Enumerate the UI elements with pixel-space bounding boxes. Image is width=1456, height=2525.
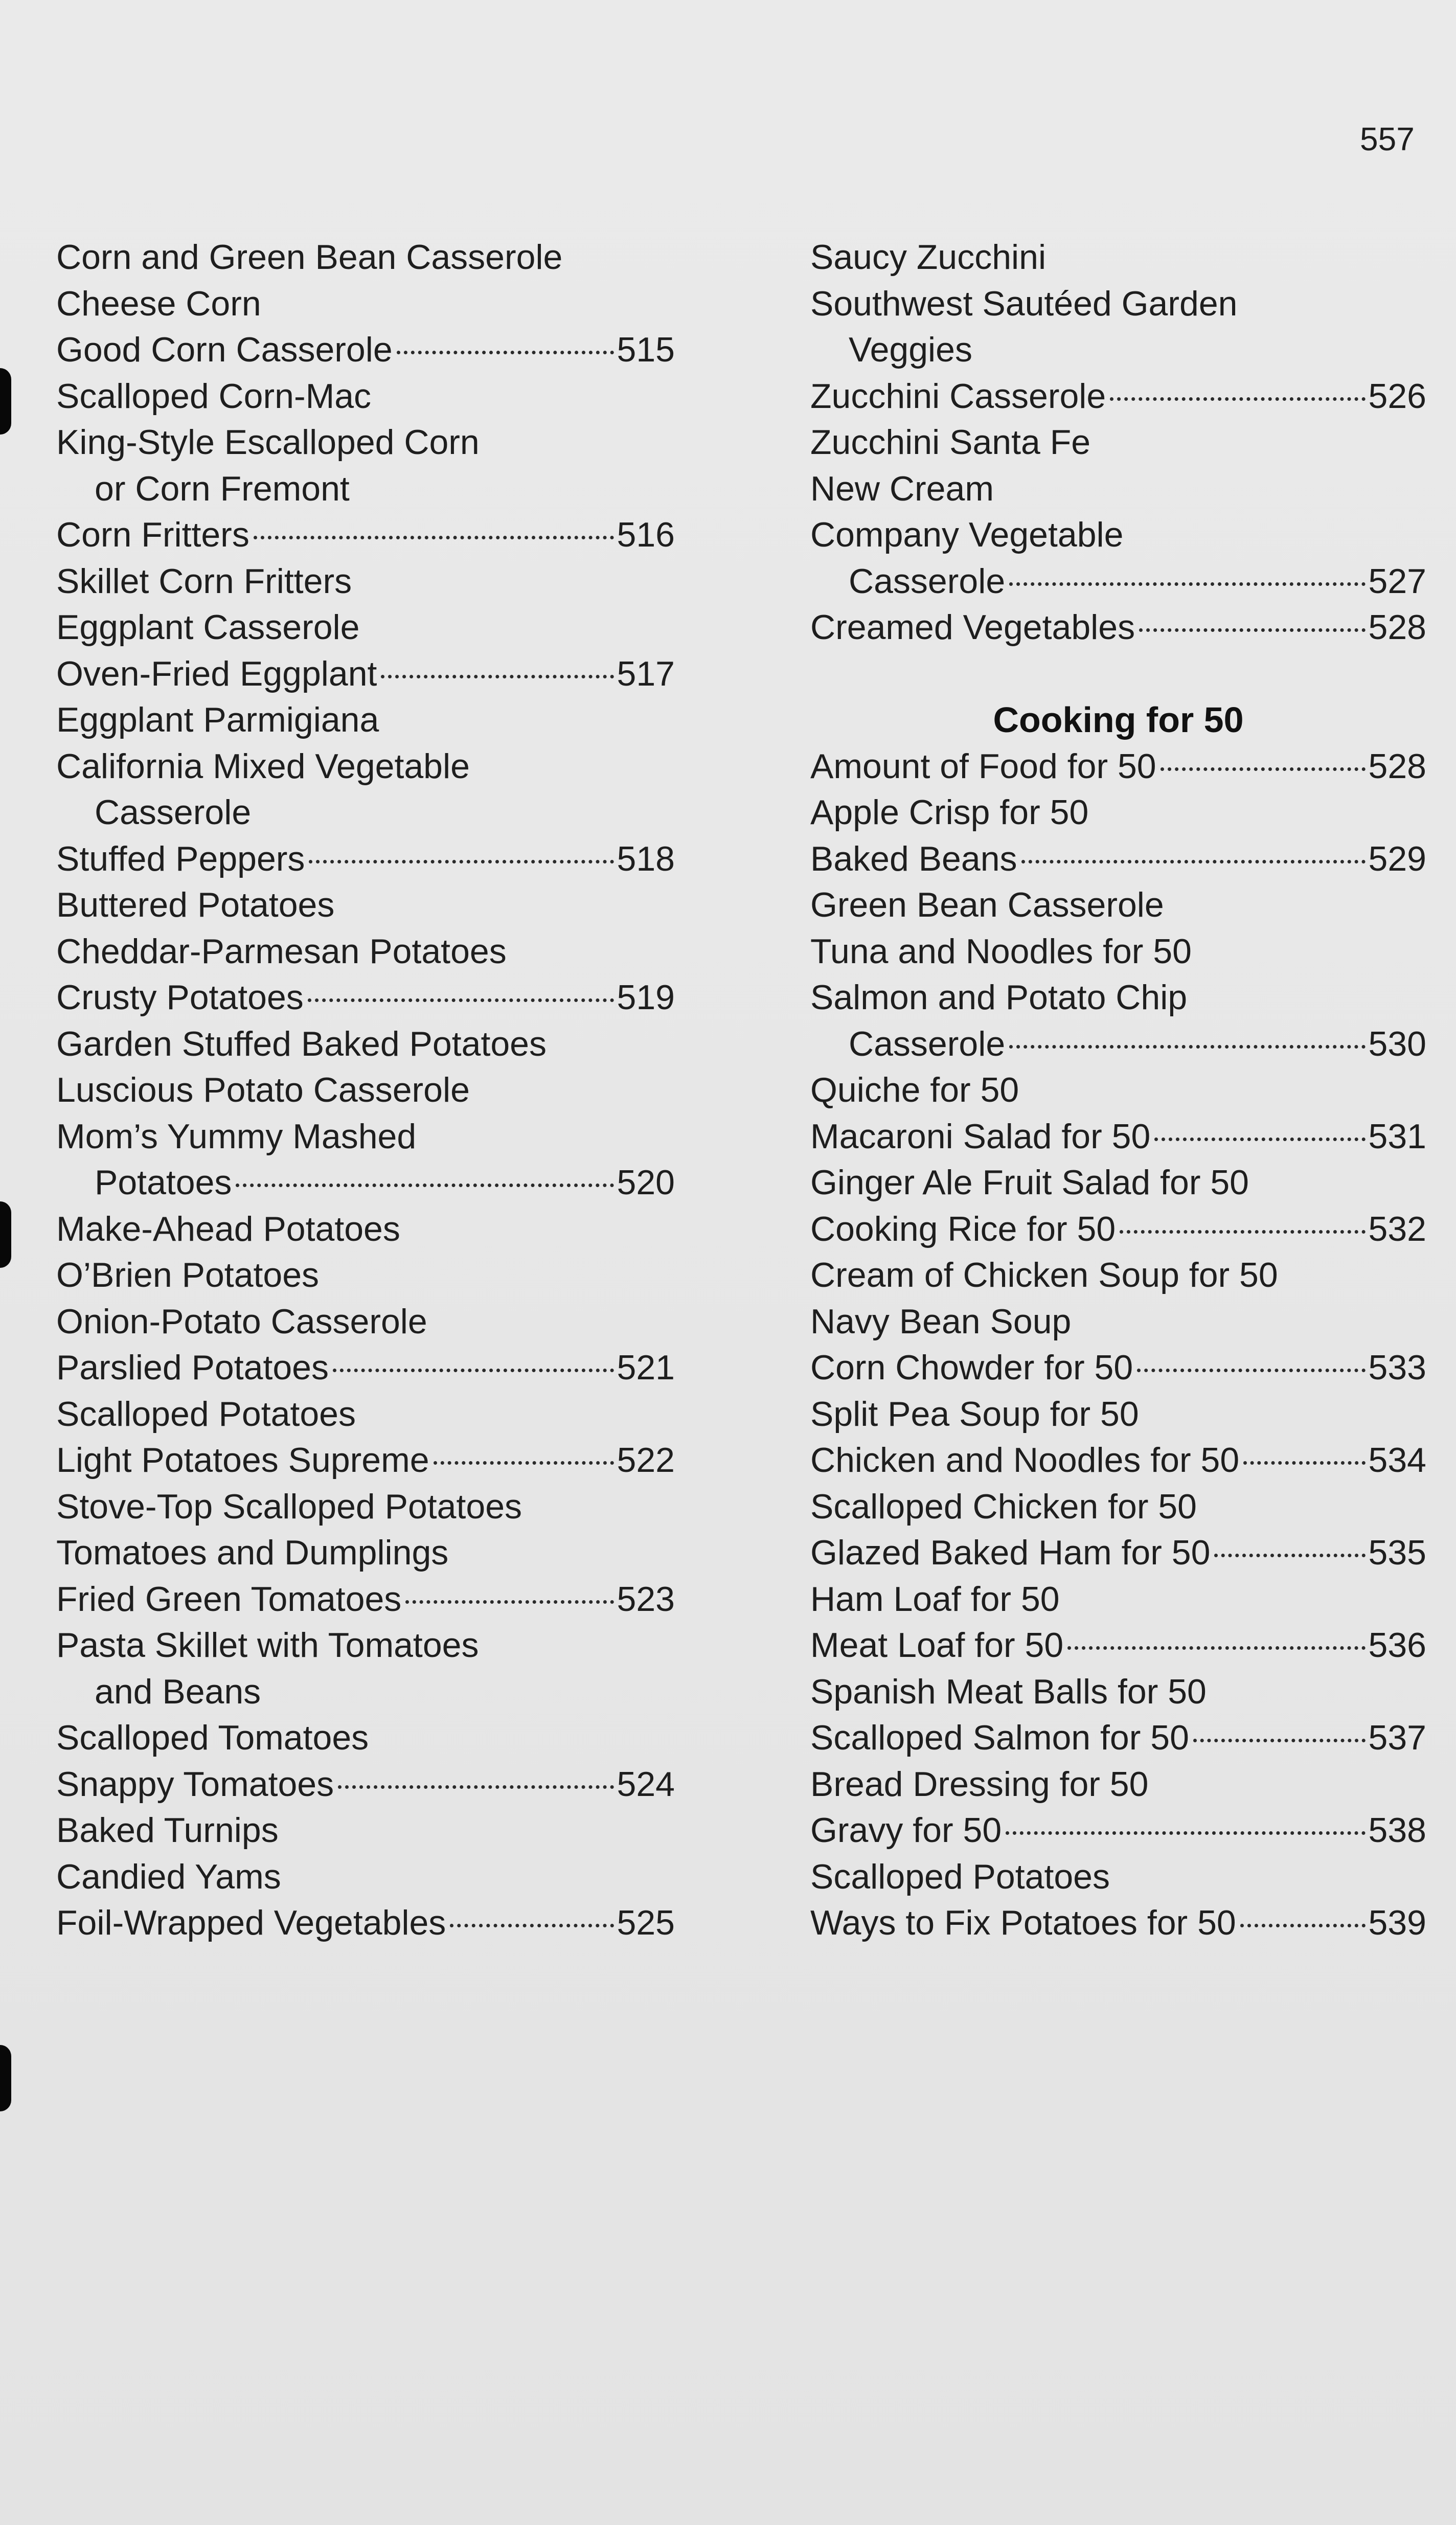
index-entry: [810, 512, 1426, 558]
dot-leader: [434, 1461, 614, 1465]
index-entry: [56, 1530, 675, 1576]
entry-title: Gravy for 50: [810, 1811, 1002, 1850]
dot-leader: [397, 351, 614, 354]
dot-leader: [1009, 582, 1365, 586]
entry-title: and Beans: [95, 1672, 261, 1711]
entry-title: Snappy Tomatoes: [56, 1764, 334, 1804]
dot-leader: [1067, 1646, 1365, 1650]
entry-title: California Mixed Vegetable: [56, 746, 470, 786]
index-entry: [56, 558, 675, 605]
entry-page-number: 534: [1368, 1441, 1426, 1480]
entry-title: Crusty Potatoes: [56, 978, 304, 1017]
index-entry: [56, 651, 675, 697]
entry-title: Corn and Green Bean Casserole: [56, 238, 563, 277]
entry-title: Cream of Chicken Soup for 50: [810, 1256, 1278, 1294]
entry-title: Scalloped Corn-Mac: [56, 376, 372, 416]
index-entry: [56, 234, 675, 281]
entry-title: Navy Bean Soup: [810, 1302, 1072, 1341]
entry-title: Meat Loaf for 50: [810, 1626, 1064, 1665]
entry-title: Creamed Vegetables: [810, 608, 1135, 647]
dot-leader: [1240, 1924, 1366, 1927]
index-entry: [56, 512, 675, 558]
entry-title: Split Pea Soup for 50: [810, 1394, 1139, 1434]
entry-page-number: 531: [1368, 1117, 1426, 1156]
index-entry: [810, 1159, 1426, 1206]
entry-title: Tomatoes and Dumplings: [56, 1533, 449, 1572]
entry-title: Bread Dressing for 50: [810, 1764, 1149, 1804]
punch-hole: [0, 368, 11, 435]
index-entry: [810, 1345, 1426, 1391]
entry-page-number: 515: [617, 330, 675, 369]
index-entry: [810, 789, 1426, 836]
index-entry: [810, 1761, 1426, 1808]
index-entry: [810, 882, 1426, 928]
index-entry: [810, 327, 1426, 373]
dot-leader: [236, 1184, 613, 1187]
entry-page-number: 519: [617, 978, 675, 1017]
dot-leader: [338, 1785, 613, 1789]
index-entry: [810, 1715, 1426, 1761]
index-entry: [56, 466, 675, 512]
index-entry: [810, 1021, 1426, 1067]
dot-leader: [1021, 860, 1366, 863]
index-entry: [56, 1252, 675, 1299]
entry-title: Luscious Potato Casserole: [56, 1071, 470, 1109]
index-entry: [810, 974, 1426, 1021]
entry-title: O’Brien Potatoes: [56, 1256, 320, 1294]
dot-leader: [1193, 1739, 1366, 1742]
dot-leader: [1139, 628, 1365, 632]
index-entry: [56, 928, 675, 975]
index-entry: [810, 1484, 1426, 1530]
index-entry: [56, 1669, 675, 1715]
index-entry: [810, 1206, 1426, 1253]
index-entry: [810, 1299, 1426, 1345]
entry-title: Candied Yams: [56, 1857, 281, 1896]
entry-title: Zucchini Casserole: [810, 376, 1106, 416]
dot-leader: [1137, 1369, 1365, 1372]
entry-title: Casserole: [849, 561, 1006, 601]
entry-page-number: 535: [1368, 1533, 1426, 1572]
index-entry: [56, 743, 675, 790]
entry-title: Mom’s Yummy Mashed: [56, 1117, 417, 1156]
index-entry: [810, 836, 1426, 882]
index-entry: [56, 373, 675, 420]
entry-page-number: 518: [617, 839, 675, 878]
page-number: 557: [1360, 121, 1415, 157]
entry-title: Cheddar-Parmesan Potatoes: [56, 931, 507, 971]
index-entry: [810, 1252, 1426, 1299]
dot-leader: [381, 675, 613, 678]
index-entry: [56, 1437, 675, 1484]
index-column-left: [56, 234, 675, 1946]
entry-title: Southwest Sautéed Garden: [810, 284, 1238, 323]
entry-page-number: 517: [617, 654, 675, 693]
entry-title: Cooking Rice for 50: [810, 1209, 1116, 1248]
index-entry: [56, 697, 675, 743]
entry-page-number: 526: [1368, 376, 1426, 416]
index-entry: [56, 1391, 675, 1438]
index-entry: [56, 1345, 675, 1391]
entry-title: Corn Chowder for 50: [810, 1348, 1133, 1387]
index-column-right: [810, 234, 1426, 1946]
entry-title: Make-Ahead Potatoes: [56, 1209, 400, 1248]
index-entry: [56, 836, 675, 882]
index-entry: [56, 1206, 675, 1253]
entry-page-number: 533: [1368, 1348, 1426, 1387]
entry-page-number: 539: [1368, 1903, 1426, 1942]
entry-title: Macaroni Salad for 50: [810, 1117, 1151, 1156]
entry-title: Baked Beans: [810, 839, 1017, 878]
entry-page-number: 538: [1368, 1811, 1426, 1850]
entry-title: Ham Loaf for 50: [810, 1579, 1060, 1619]
index-entry: [810, 373, 1426, 420]
entry-title: Glazed Baked Ham for 50: [810, 1533, 1211, 1572]
index-entry: [810, 1854, 1426, 1900]
index-entry: [56, 882, 675, 928]
index-entry: [810, 419, 1426, 466]
entry-title: Oven-Fried Eggplant: [56, 654, 377, 693]
index-entry: [56, 604, 675, 651]
index-list-cooking-for-50: [810, 743, 1426, 1946]
index-entry: [810, 281, 1426, 327]
entry-title: Scalloped Chicken for 50: [810, 1487, 1197, 1526]
entry-page-number: 523: [617, 1579, 675, 1619]
dot-leader: [333, 1369, 614, 1372]
entry-title: Company Vegetable: [810, 515, 1124, 554]
index-entry: [56, 789, 675, 836]
index-entry: [56, 1854, 675, 1900]
entry-page-number: 537: [1368, 1718, 1426, 1757]
entry-title: or Corn Fremont: [95, 469, 350, 508]
entry-title: Fried Green Tomatoes: [56, 1579, 402, 1619]
entry-page-number: 529: [1368, 839, 1426, 878]
index-entry: [810, 234, 1426, 281]
dot-leader: [1006, 1831, 1365, 1835]
entry-page-number: 528: [1368, 608, 1426, 647]
index-entry: [810, 1391, 1426, 1438]
entry-page-number: 530: [1368, 1024, 1426, 1063]
entry-title: Good Corn Casserole: [56, 330, 393, 369]
index-entry: [56, 1576, 675, 1623]
index-entry: [56, 1484, 675, 1530]
entry-title: Salmon and Potato Chip: [810, 978, 1188, 1017]
index-entry: [56, 1067, 675, 1113]
entry-title: Potatoes: [95, 1163, 232, 1202]
entry-page-number: 521: [617, 1348, 675, 1387]
entry-title: Veggies: [849, 330, 972, 369]
entry-title: Foil-Wrapped Vegetables: [56, 1903, 446, 1942]
entry-page-number: 522: [617, 1441, 675, 1480]
index-entry: [810, 743, 1426, 790]
dot-leader: [254, 536, 614, 539]
entry-title: Apple Crisp for 50: [810, 793, 1089, 832]
entry-title: Stove-Top Scalloped Potatoes: [56, 1487, 522, 1526]
index-entry: [810, 1900, 1426, 1946]
entry-title: Amount of Food for 50: [810, 746, 1156, 786]
entry-title: Zucchini Santa Fe: [810, 423, 1091, 462]
index-entry: [56, 1622, 675, 1669]
punch-hole: [0, 2045, 11, 2111]
index-entry: [810, 604, 1426, 651]
entry-page-number: 520: [617, 1163, 675, 1202]
entry-title: Green Bean Casserole: [810, 885, 1164, 924]
dot-leader: [1154, 1138, 1365, 1141]
entry-title: Stuffed Peppers: [56, 839, 305, 878]
index-entry: [810, 1067, 1426, 1113]
entry-page-number: 516: [617, 515, 675, 554]
entry-title: Eggplant Parmigiana: [56, 700, 379, 739]
entry-title: New Cream: [810, 469, 994, 508]
entry-title: Corn Fritters: [56, 515, 249, 554]
index-entry: [810, 1437, 1426, 1484]
index-entry: [56, 1715, 675, 1761]
index-entry: [810, 1113, 1426, 1160]
dot-leader: [1243, 1461, 1365, 1465]
entry-title: Cheese Corn: [56, 284, 261, 323]
entry-title: Casserole: [849, 1024, 1006, 1063]
entry-page-number: 532: [1368, 1209, 1426, 1248]
index-entry: [56, 419, 675, 466]
entry-title: Chicken and Noodles for 50: [810, 1441, 1240, 1480]
index-entry: [810, 928, 1426, 975]
index-entry: [56, 1299, 675, 1345]
dot-leader: [308, 998, 614, 1002]
index-entry: [810, 1530, 1426, 1576]
dot-leader: [1110, 397, 1365, 401]
entry-title: Scalloped Salmon for 50: [810, 1718, 1189, 1757]
entry-page-number: 527: [1368, 561, 1426, 601]
index-entry: [810, 558, 1426, 605]
entry-page-number: 536: [1368, 1626, 1426, 1665]
entry-title: Ways to Fix Potatoes for 50: [810, 1903, 1236, 1942]
entry-page-number: 524: [617, 1764, 675, 1804]
index-entry: [810, 1807, 1426, 1854]
entry-title: Tuna and Noodles for 50: [810, 931, 1192, 971]
entry-title: Skillet Corn Fritters: [56, 561, 352, 601]
entry-page-number: 528: [1368, 746, 1426, 786]
index-entry: [56, 974, 675, 1021]
index-entry: [56, 1900, 675, 1946]
dot-leader: [1120, 1230, 1365, 1234]
entry-title: Scalloped Potatoes: [810, 1857, 1110, 1896]
index-entry: [56, 1761, 675, 1808]
dot-leader: [1161, 767, 1366, 771]
entry-title: Onion-Potato Casserole: [56, 1302, 427, 1341]
index-entry: [56, 281, 675, 327]
entry-title: Spanish Meat Balls for 50: [810, 1672, 1207, 1711]
index-entry: [810, 1622, 1426, 1669]
dot-leader: [450, 1924, 613, 1927]
entry-title: Ginger Ale Fruit Salad for 50: [810, 1163, 1249, 1202]
entry-title: Garden Stuffed Baked Potatoes: [56, 1024, 547, 1063]
index-entry: [810, 1669, 1426, 1715]
index-entry: [56, 327, 675, 373]
entry-title: Casserole: [95, 793, 252, 832]
entry-title: Baked Turnips: [56, 1811, 279, 1850]
dot-leader: [405, 1600, 613, 1604]
entry-title: Quiche for 50: [810, 1071, 1019, 1109]
index-entry: [56, 1021, 675, 1067]
punch-hole: [0, 1201, 11, 1268]
entry-page-number: 525: [617, 1903, 675, 1942]
dot-leader: [1009, 1045, 1365, 1049]
entry-title: Parslied Potatoes: [56, 1348, 329, 1387]
entry-title: Pasta Skillet with Tomatoes: [56, 1626, 479, 1665]
index-entry: [810, 1576, 1426, 1623]
index-entry: [810, 466, 1426, 512]
dot-leader: [309, 860, 613, 863]
entry-title: Buttered Potatoes: [56, 885, 335, 924]
index-entry: [56, 1159, 675, 1206]
dot-leader: [1214, 1554, 1365, 1557]
entry-title: Scalloped Tomatoes: [56, 1718, 369, 1757]
index-entry: [56, 1113, 675, 1160]
index-entry: [56, 1807, 675, 1854]
entry-title: Eggplant Casserole: [56, 608, 360, 647]
index-list-vegetables: [810, 234, 1426, 651]
entry-title: Scalloped Potatoes: [56, 1394, 356, 1434]
entry-title: Light Potatoes Supreme: [56, 1441, 429, 1480]
entry-title: Saucy Zucchini: [810, 238, 1046, 277]
section-heading-cooking-for-50: Cooking for 50: [993, 700, 1244, 740]
entry-title: King-Style Escalloped Corn: [56, 423, 480, 462]
